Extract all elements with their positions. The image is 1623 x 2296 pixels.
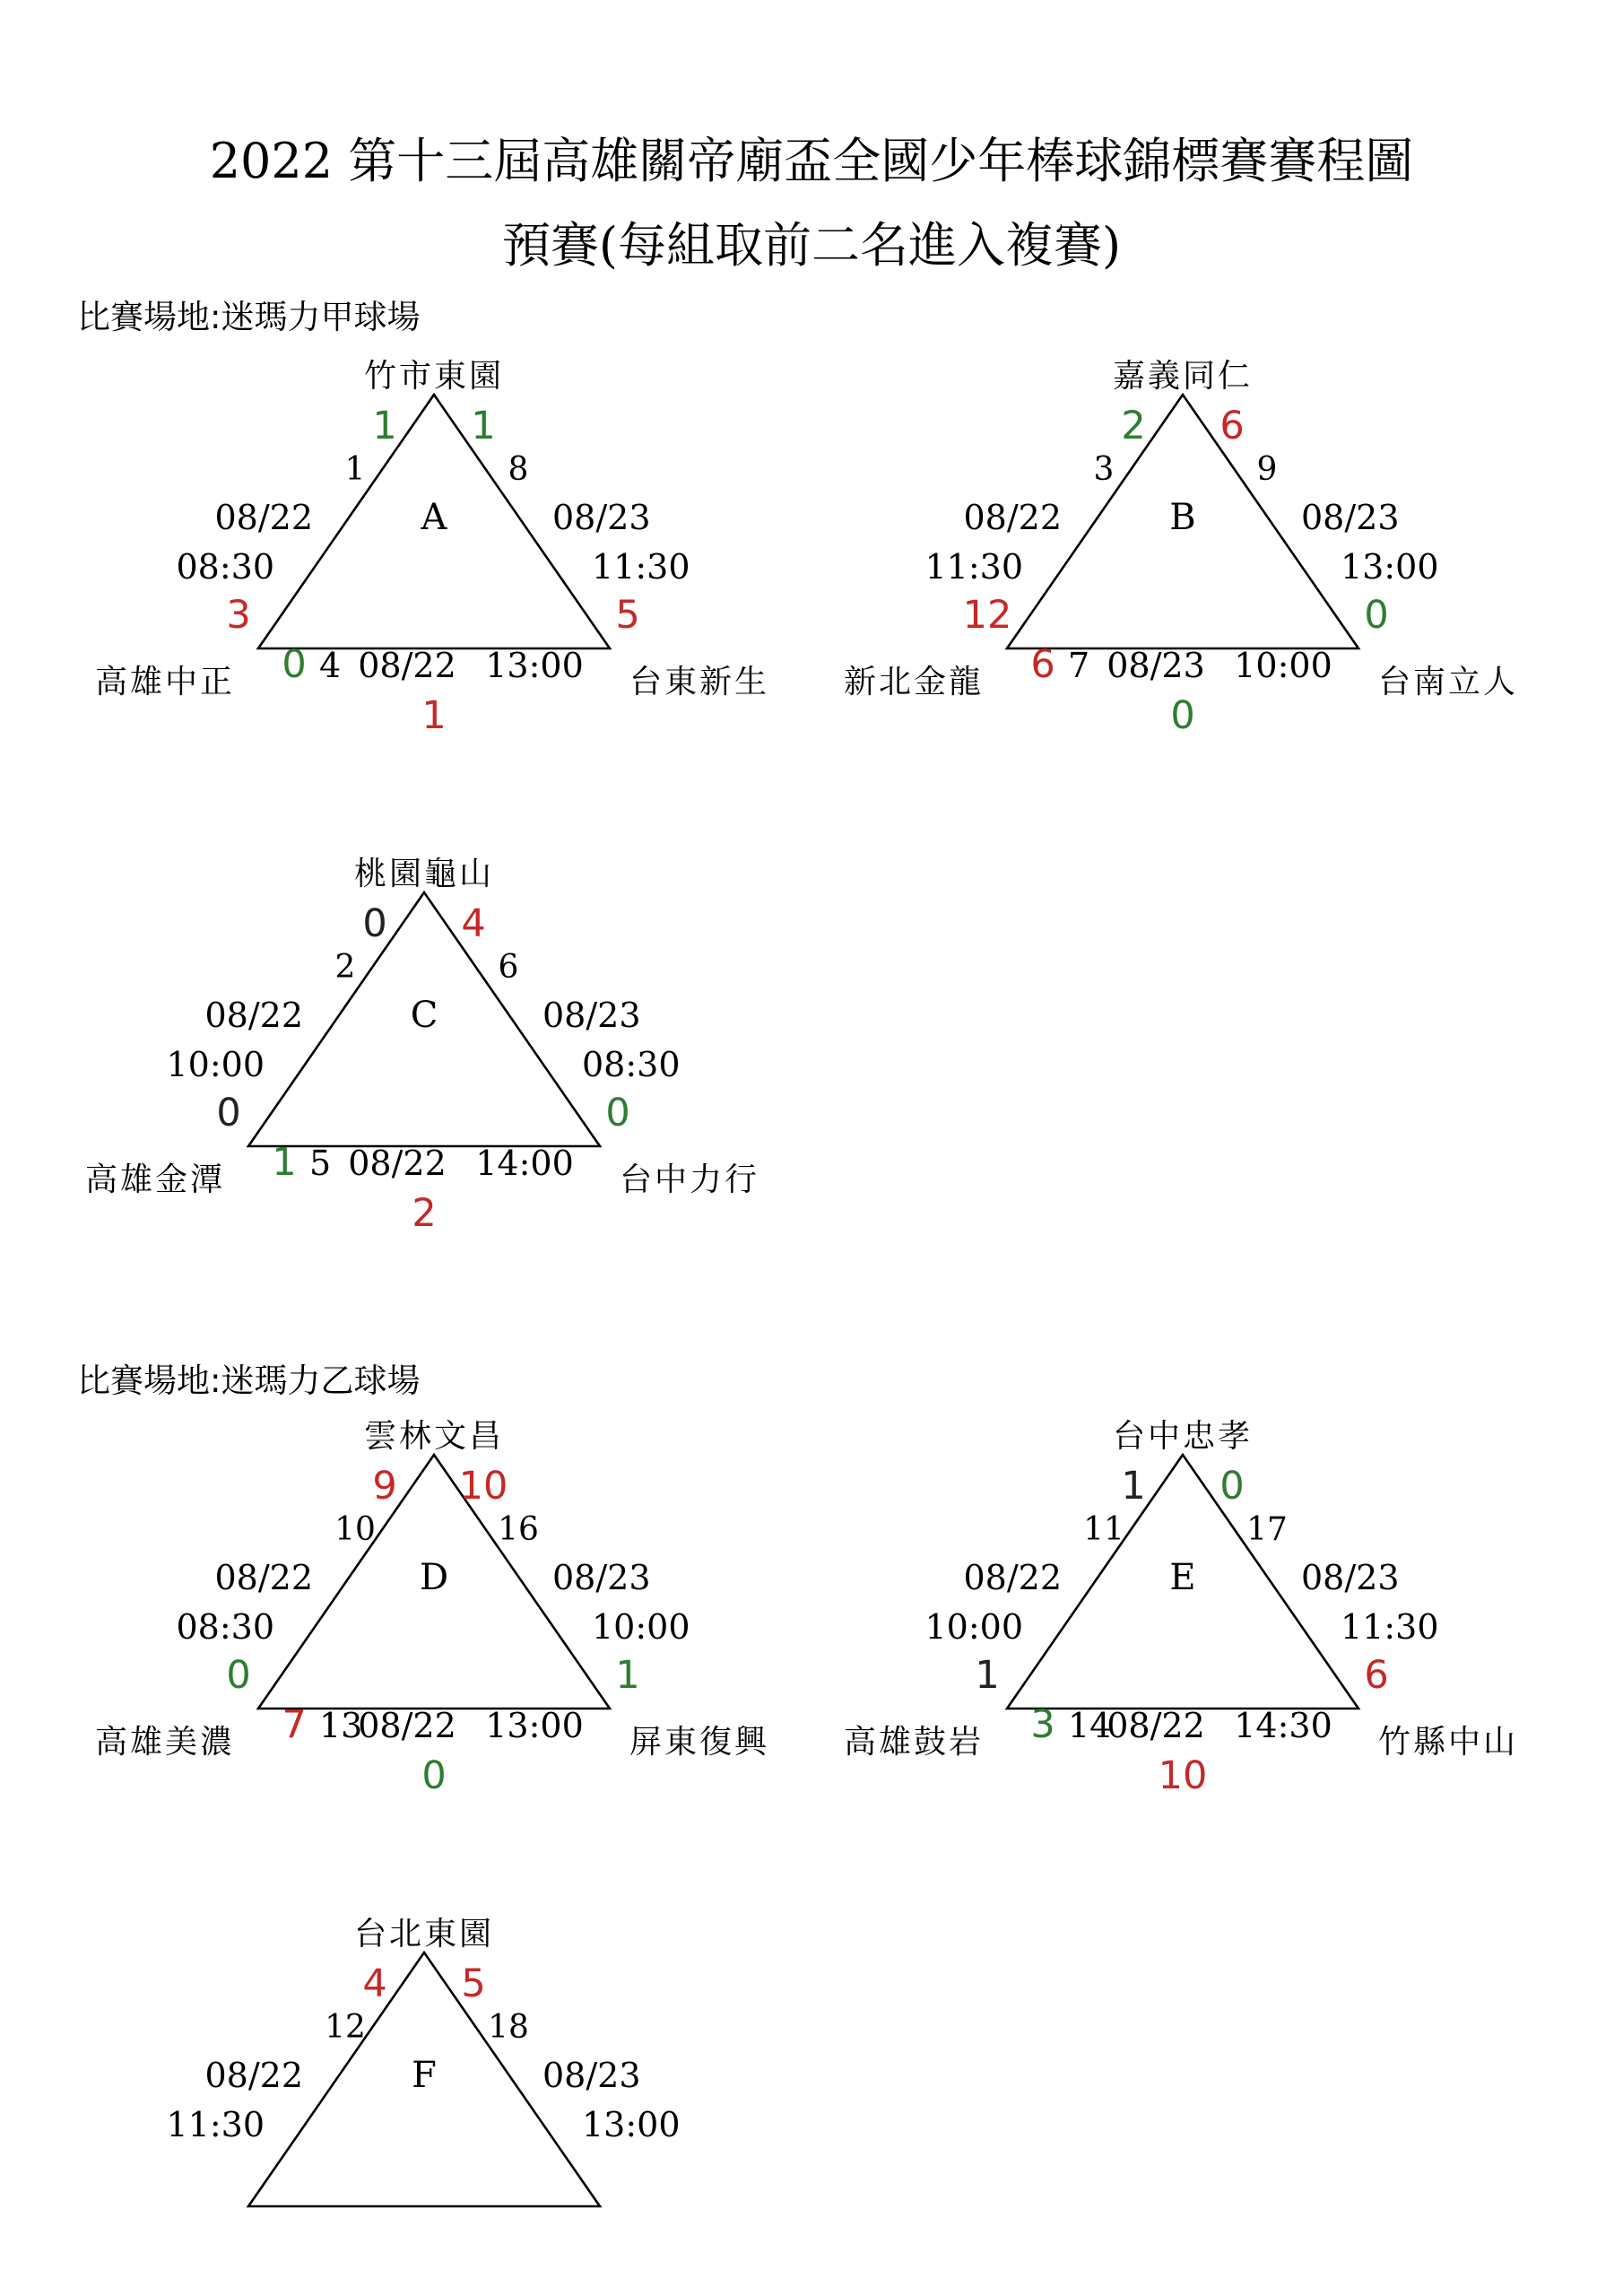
game-date-bottom: 08/22 xyxy=(1107,1706,1205,1745)
game-date-right: 08/23 xyxy=(1301,498,1400,537)
game-date-bottom: 08/22 xyxy=(348,1144,447,1183)
team-left: 高雄金潭 xyxy=(84,1161,226,1198)
group-a xyxy=(95,358,769,738)
game-date-right: 08/23 xyxy=(542,2056,641,2095)
page-subtitle: 預賽(每組取前二名進入複賽) xyxy=(501,217,1122,274)
game-time-left: 08:30 xyxy=(176,1607,274,1647)
team-top: 嘉義同仁 xyxy=(1112,358,1254,395)
game-date-bottom: 08/23 xyxy=(1107,646,1205,685)
game-number-left: 2 xyxy=(334,949,356,986)
game-number-left: 3 xyxy=(1093,451,1115,488)
game-time-left: 10:00 xyxy=(166,1045,265,1084)
game-date-bottom: 08/22 xyxy=(358,646,456,685)
score-top-vs-right: 1 xyxy=(471,404,496,448)
game-time-left: 10:00 xyxy=(924,1607,1023,1647)
team-right: 台南立人 xyxy=(1377,664,1519,700)
score-left-vs-top: 1 xyxy=(975,1653,1000,1698)
team-right: 台中力行 xyxy=(619,1161,760,1198)
score-top-vs-left: 4 xyxy=(362,1961,387,2006)
game-number-right: 16 xyxy=(498,1511,539,1548)
group-d xyxy=(95,1418,769,1798)
game-time-right: 13:00 xyxy=(1341,547,1439,587)
team-left: 新北金龍 xyxy=(843,664,985,700)
score-right-vs-top: 1 xyxy=(615,1653,640,1698)
game-number-bottom: 13 xyxy=(319,1706,363,1745)
score-top-vs-left: 2 xyxy=(1121,404,1146,448)
score-left-vs-right: 3 xyxy=(1030,1702,1055,1747)
score-left-vs-right: 6 xyxy=(1030,642,1055,687)
game-number-right: 9 xyxy=(1256,451,1278,488)
score-right-vs-left: 0 xyxy=(421,1753,447,1798)
score-top-vs-right: 5 xyxy=(461,1961,486,2006)
game-date-left: 08/22 xyxy=(214,498,313,537)
score-right-vs-left: 2 xyxy=(412,1191,437,1236)
venue-label-a: 比賽場地:迷瑪力甲球場 xyxy=(77,298,421,336)
team-top: 雲林文昌 xyxy=(363,1418,505,1455)
score-left-vs-right: 7 xyxy=(282,1702,307,1747)
game-time-bottom: 14:30 xyxy=(1234,1706,1332,1745)
group-b xyxy=(844,358,1518,738)
game-date-left: 08/22 xyxy=(204,996,303,1035)
game-time-bottom: 13:00 xyxy=(485,646,584,685)
score-right-vs-top: 0 xyxy=(1364,593,1389,638)
team-left: 高雄美濃 xyxy=(94,1724,236,1761)
score-left-vs-top: 12 xyxy=(962,593,1012,638)
score-top-vs-right: 4 xyxy=(461,901,486,946)
game-time-right: 10:00 xyxy=(592,1607,690,1647)
team-right: 屏東復興 xyxy=(629,1724,770,1761)
game-date-left: 08/22 xyxy=(214,1558,313,1597)
game-date-right: 08/23 xyxy=(552,498,651,537)
game-time-right: 11:30 xyxy=(592,547,690,587)
score-top-vs-left: 1 xyxy=(1121,1464,1146,1509)
game-time-bottom: 10:00 xyxy=(1234,646,1332,685)
team-left: 高雄鼓岩 xyxy=(843,1724,985,1761)
group-label: C xyxy=(410,995,438,1036)
score-right-vs-left: 0 xyxy=(1170,693,1195,738)
game-time-right: 13:00 xyxy=(582,2105,681,2144)
game-number-left: 1 xyxy=(344,451,366,488)
game-number-right: 6 xyxy=(498,949,519,986)
game-number-bottom: 5 xyxy=(309,1144,332,1183)
game-number-left: 11 xyxy=(1083,1511,1124,1548)
score-top-vs-left: 1 xyxy=(372,404,397,448)
game-number-right: 8 xyxy=(508,451,529,488)
score-right-vs-left: 1 xyxy=(421,693,447,738)
score-right-vs-left: 10 xyxy=(1158,1753,1208,1798)
group-diagrams xyxy=(85,358,1518,2206)
group-label: D xyxy=(419,1557,449,1598)
group-label: F xyxy=(412,2055,437,2096)
game-date-right: 08/23 xyxy=(542,996,641,1035)
page-title: 2022 第十三屆高雄關帝廟盃全國少年棒球錦標賽賽程圖 xyxy=(209,133,1414,189)
score-left-vs-top: 0 xyxy=(226,1653,251,1698)
score-right-vs-top: 6 xyxy=(1364,1653,1389,1698)
team-top: 桃園龜山 xyxy=(353,856,495,892)
score-top-vs-left: 9 xyxy=(372,1464,397,1509)
group-e xyxy=(844,1418,1518,1798)
score-top-vs-right: 0 xyxy=(1219,1464,1245,1509)
game-date-left: 08/22 xyxy=(963,1558,1062,1597)
game-time-left: 08:30 xyxy=(176,547,274,587)
group-c xyxy=(85,856,759,1236)
team-right: 台東新生 xyxy=(629,664,770,700)
team-right: 竹縣中山 xyxy=(1377,1724,1519,1761)
game-time-right: 11:30 xyxy=(1341,1607,1439,1647)
group-label: B xyxy=(1169,497,1196,538)
game-date-bottom: 08/22 xyxy=(358,1706,456,1745)
score-top-vs-left: 0 xyxy=(362,901,387,946)
game-time-left: 11:30 xyxy=(166,2105,265,2144)
game-time-bottom: 13:00 xyxy=(485,1706,584,1745)
group-f xyxy=(166,1916,680,2206)
score-top-vs-right: 10 xyxy=(458,1464,508,1509)
game-number-left: 10 xyxy=(334,1511,376,1548)
game-number-right: 17 xyxy=(1246,1511,1288,1548)
score-top-vs-right: 6 xyxy=(1219,404,1245,448)
team-top: 台中忠孝 xyxy=(1112,1418,1254,1455)
team-top: 竹市東園 xyxy=(363,358,505,395)
game-time-right: 08:30 xyxy=(582,1045,681,1084)
game-date-right: 08/23 xyxy=(1301,1558,1400,1597)
group-label: A xyxy=(421,497,447,538)
score-left-vs-top: 3 xyxy=(226,593,251,638)
score-left-vs-top: 0 xyxy=(216,1091,241,1135)
game-number-right: 18 xyxy=(488,2009,529,2046)
game-date-left: 08/22 xyxy=(204,2056,303,2095)
score-left-vs-right: 1 xyxy=(272,1140,297,1185)
score-right-vs-top: 0 xyxy=(605,1091,630,1135)
team-left: 高雄中正 xyxy=(94,664,236,700)
score-right-vs-top: 5 xyxy=(615,593,640,638)
game-number-left: 12 xyxy=(325,2009,366,2046)
venue-label-b: 比賽場地:迷瑪力乙球場 xyxy=(77,1361,421,1400)
team-top: 台北東園 xyxy=(353,1916,495,1952)
game-number-bottom: 7 xyxy=(1068,646,1090,685)
group-label: E xyxy=(1169,1557,1196,1598)
game-number-bottom: 4 xyxy=(319,646,342,685)
game-date-right: 08/23 xyxy=(552,1558,651,1597)
score-left-vs-right: 0 xyxy=(282,642,307,687)
game-time-bottom: 14:00 xyxy=(475,1144,574,1183)
game-date-left: 08/22 xyxy=(963,498,1062,537)
game-time-left: 11:30 xyxy=(924,547,1023,587)
game-number-bottom: 14 xyxy=(1068,1706,1112,1745)
